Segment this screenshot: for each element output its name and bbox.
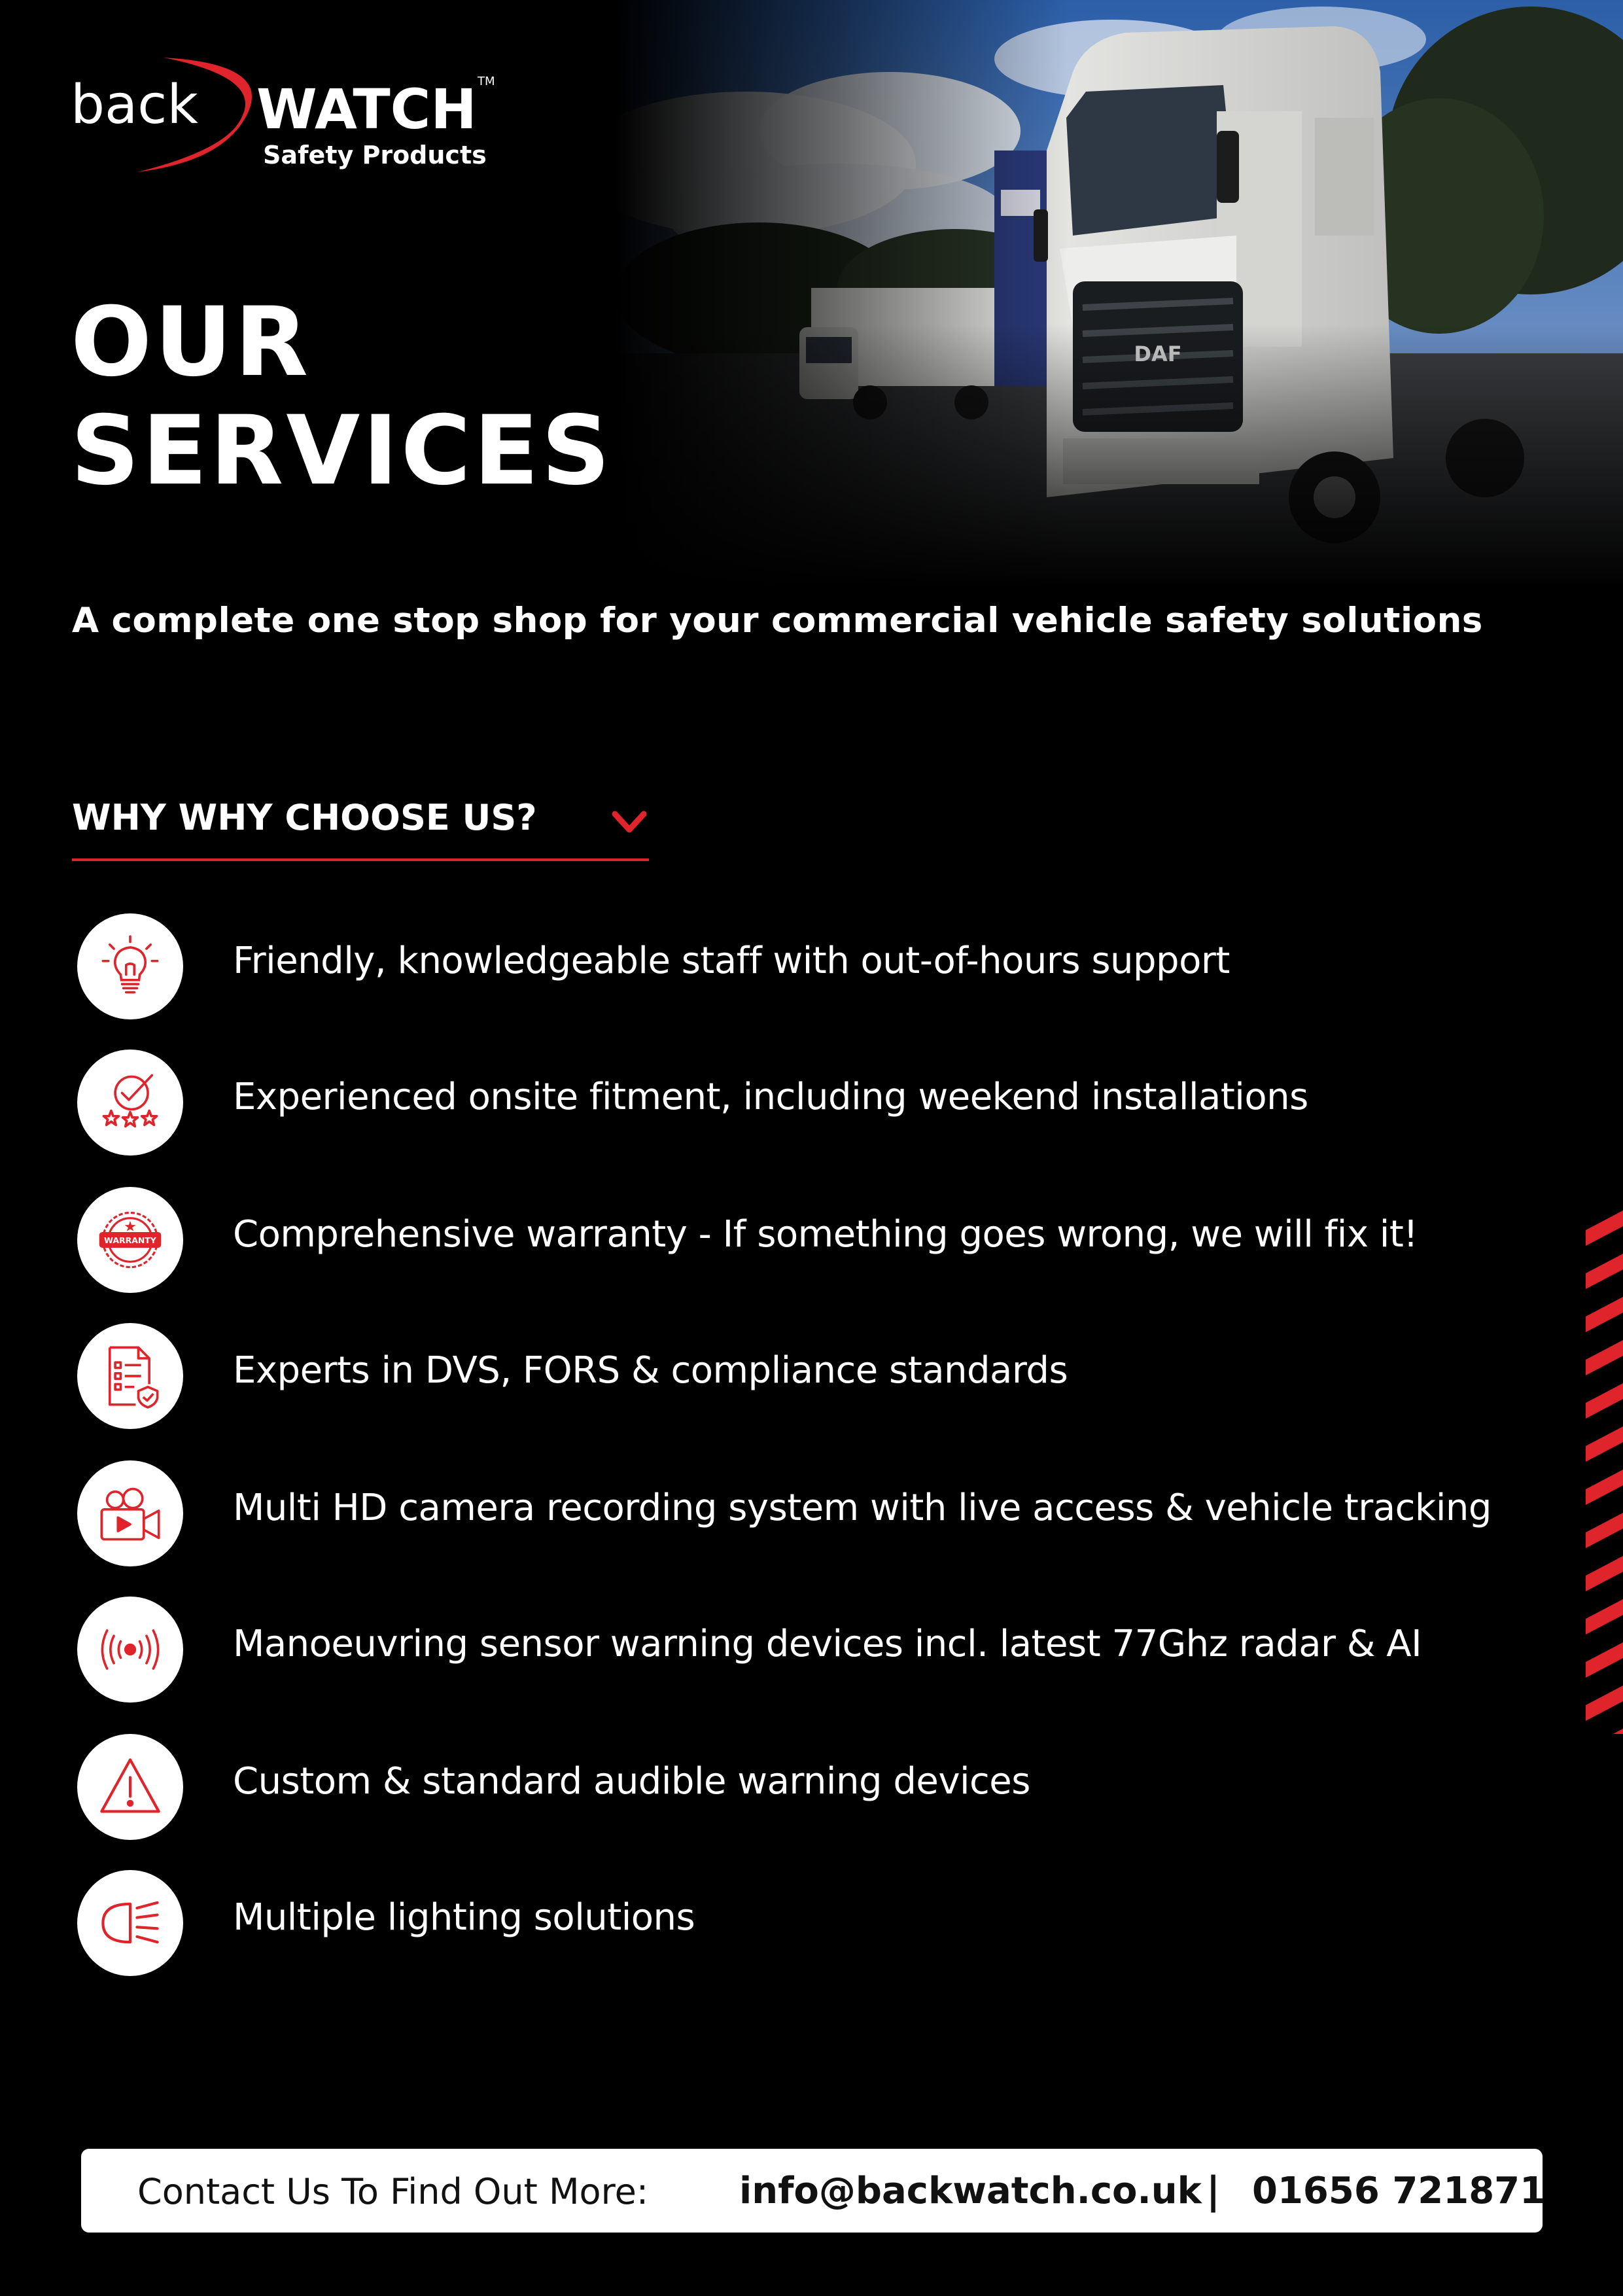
page-title xyxy=(71,288,613,505)
feature-item xyxy=(77,1460,1543,1569)
feature-item xyxy=(77,1870,1543,1979)
feature-icon-circle xyxy=(77,1323,183,1429)
checkmark-stars-icon xyxy=(96,1069,164,1137)
why-choose-us-label: WHY WHY CHOOSE US? xyxy=(72,797,537,838)
feature-icon-circle xyxy=(77,1460,183,1566)
feature-icon-circle xyxy=(77,1734,183,1840)
feature-icon-circle xyxy=(77,1187,183,1293)
title-line-2: SERVICES xyxy=(71,395,613,506)
feature-icon-circle xyxy=(77,1597,183,1703)
chevron-down-icon xyxy=(611,809,648,835)
feature-text: Experts in DVS, FORS & compliance standards xyxy=(233,1349,1068,1392)
warranty-seal-icon xyxy=(96,1206,164,1274)
warning-triangle-icon xyxy=(96,1753,164,1821)
svg-text:TM: TM xyxy=(478,75,495,88)
feature-text: Friendly, knowledgeable staff with out-of-hours support xyxy=(233,940,1230,982)
feature-text: Manoeuvring sensor warning devices incl. latest 77Ghz radar & AI xyxy=(233,1623,1422,1665)
why-choose-us-header xyxy=(72,792,649,861)
feature-item xyxy=(77,1187,1543,1296)
feature-item xyxy=(77,1597,1543,1705)
feature-icon-circle xyxy=(77,1050,183,1156)
feature-icon-circle xyxy=(77,1870,183,1976)
lightbulb-icon xyxy=(96,932,164,1000)
contact-email-link[interactable]: info@backwatch.co.uk xyxy=(739,2170,1202,2212)
svg-text:back: back xyxy=(71,74,198,136)
feature-item xyxy=(77,1323,1543,1432)
contact-bar xyxy=(81,2149,1546,2233)
feature-text: Comprehensive warranty - If something goes wrong, we will fix it! xyxy=(233,1213,1418,1256)
svg-text:WATCH: WATCH xyxy=(256,77,477,141)
contact-label: Contact Us To Find Out More: xyxy=(137,2171,649,2212)
hero-truck-photo xyxy=(615,0,1623,589)
feature-icon-circle xyxy=(77,913,183,1019)
svg-text:WARRANTY: WARRANTY xyxy=(104,1235,156,1246)
video-camera-icon xyxy=(96,1479,164,1547)
contact-separator: | xyxy=(1206,2168,1221,2213)
feature-item xyxy=(77,1734,1543,1843)
feature-text: Multi HD camera recording system with live access & vehicle tracking xyxy=(233,1487,1492,1529)
contact-phone-link[interactable]: 01656 721871 xyxy=(1252,2170,1546,2212)
svg-text:Safety Products: Safety Products xyxy=(263,141,487,169)
feature-text: Custom & standard audible warning devices xyxy=(233,1760,1030,1803)
feature-item xyxy=(77,913,1543,1022)
backwatch-logo xyxy=(65,51,504,182)
compliance-document-icon xyxy=(96,1342,164,1410)
radar-sensor-icon xyxy=(96,1616,164,1684)
feature-text: Experienced onsite fitment, including weekend installations xyxy=(233,1076,1308,1118)
feature-text: Multiple lighting solutions xyxy=(233,1896,695,1939)
title-line-1: OUR xyxy=(71,287,311,398)
feature-item xyxy=(77,1050,1543,1158)
tagline: A complete one stop shop for your commercial vehicle safety solutions xyxy=(72,601,1483,641)
decorative-stripes xyxy=(1586,1210,1623,1734)
headlight-icon xyxy=(96,1889,164,1957)
